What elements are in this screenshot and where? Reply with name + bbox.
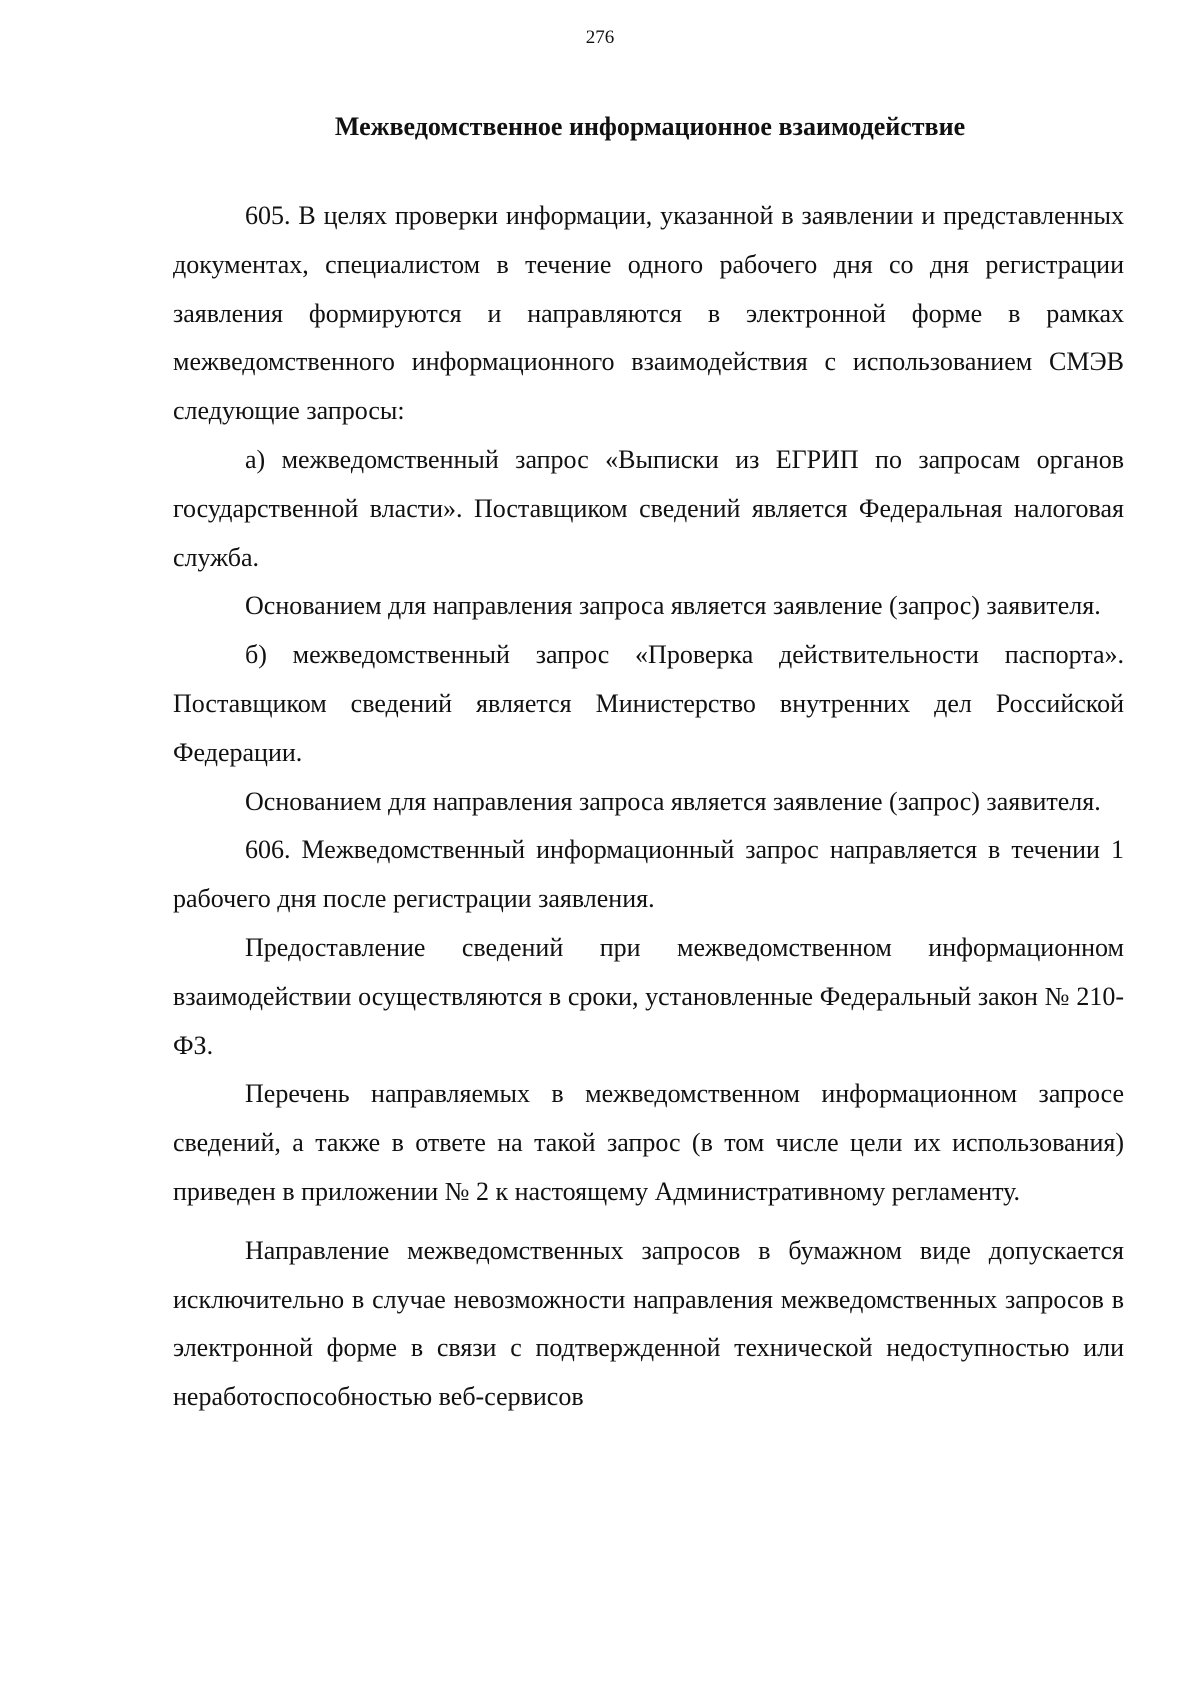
paragraph-list-of-data: Перечень направляемых в межведомственном информационном запросе сведений, а также в ответе на такой запрос (в том числе цели их использования) приведен в приложении № 2 к настоящему Административному регламенту. [173, 1079, 1124, 1206]
paragraph-request-b: б) межведомственный запрос «Проверка действительности паспорта». Поставщиком сведений является Министерство внутренних дел Российской Федерации. [173, 640, 1124, 767]
paragraph-basis-b: Основанием для направления запроса является заявление (запрос) заявителя. [245, 786, 1101, 816]
section-heading: Межведомственное информационное взаимодействие [334, 112, 966, 141]
paragraph-basis-a: Основанием для направления запроса является заявление (запрос) заявителя. [245, 591, 1101, 621]
paragraph-request-a: а) межведомственный запрос «Выписки из ЕГРИП по запросам органов государственной власти». Поставщиком сведений является Федеральная налоговая служба. [173, 444, 1124, 572]
paragraph-605: 605. В целях проверки информации, указанной в заявлении и представленных документах, специалистом в течение одного рабочего дня со дня регистрации заявления формируются и направляются в электронной форме в рамках межведомственного информационного взаимодействия с использованием СМЭВ следующие запросы: [173, 201, 1124, 426]
paragraph-deadlines: Предоставление сведений при межведомственном информационном взаимодействии осуществляются в сроки, установленные Федеральный закон № 210-ФЗ. [173, 932, 1124, 1060]
paragraph-paper-requests: Направление межведомственных запросов в бумажном виде допускается исключительно в случае невозможности направления межведомственных запросов в электронной форме в связи с подтвержденной технической недоступностью или неработоспособностью веб-сервисов [173, 1235, 1124, 1412]
paragraph-606: 606. Межведомственный информационный запрос направляется в течении 1 рабочего дня после регистрации заявления. [173, 835, 1124, 914]
document-body [173, 192, 1124, 1422]
page-number: 276 [585, 27, 615, 48]
